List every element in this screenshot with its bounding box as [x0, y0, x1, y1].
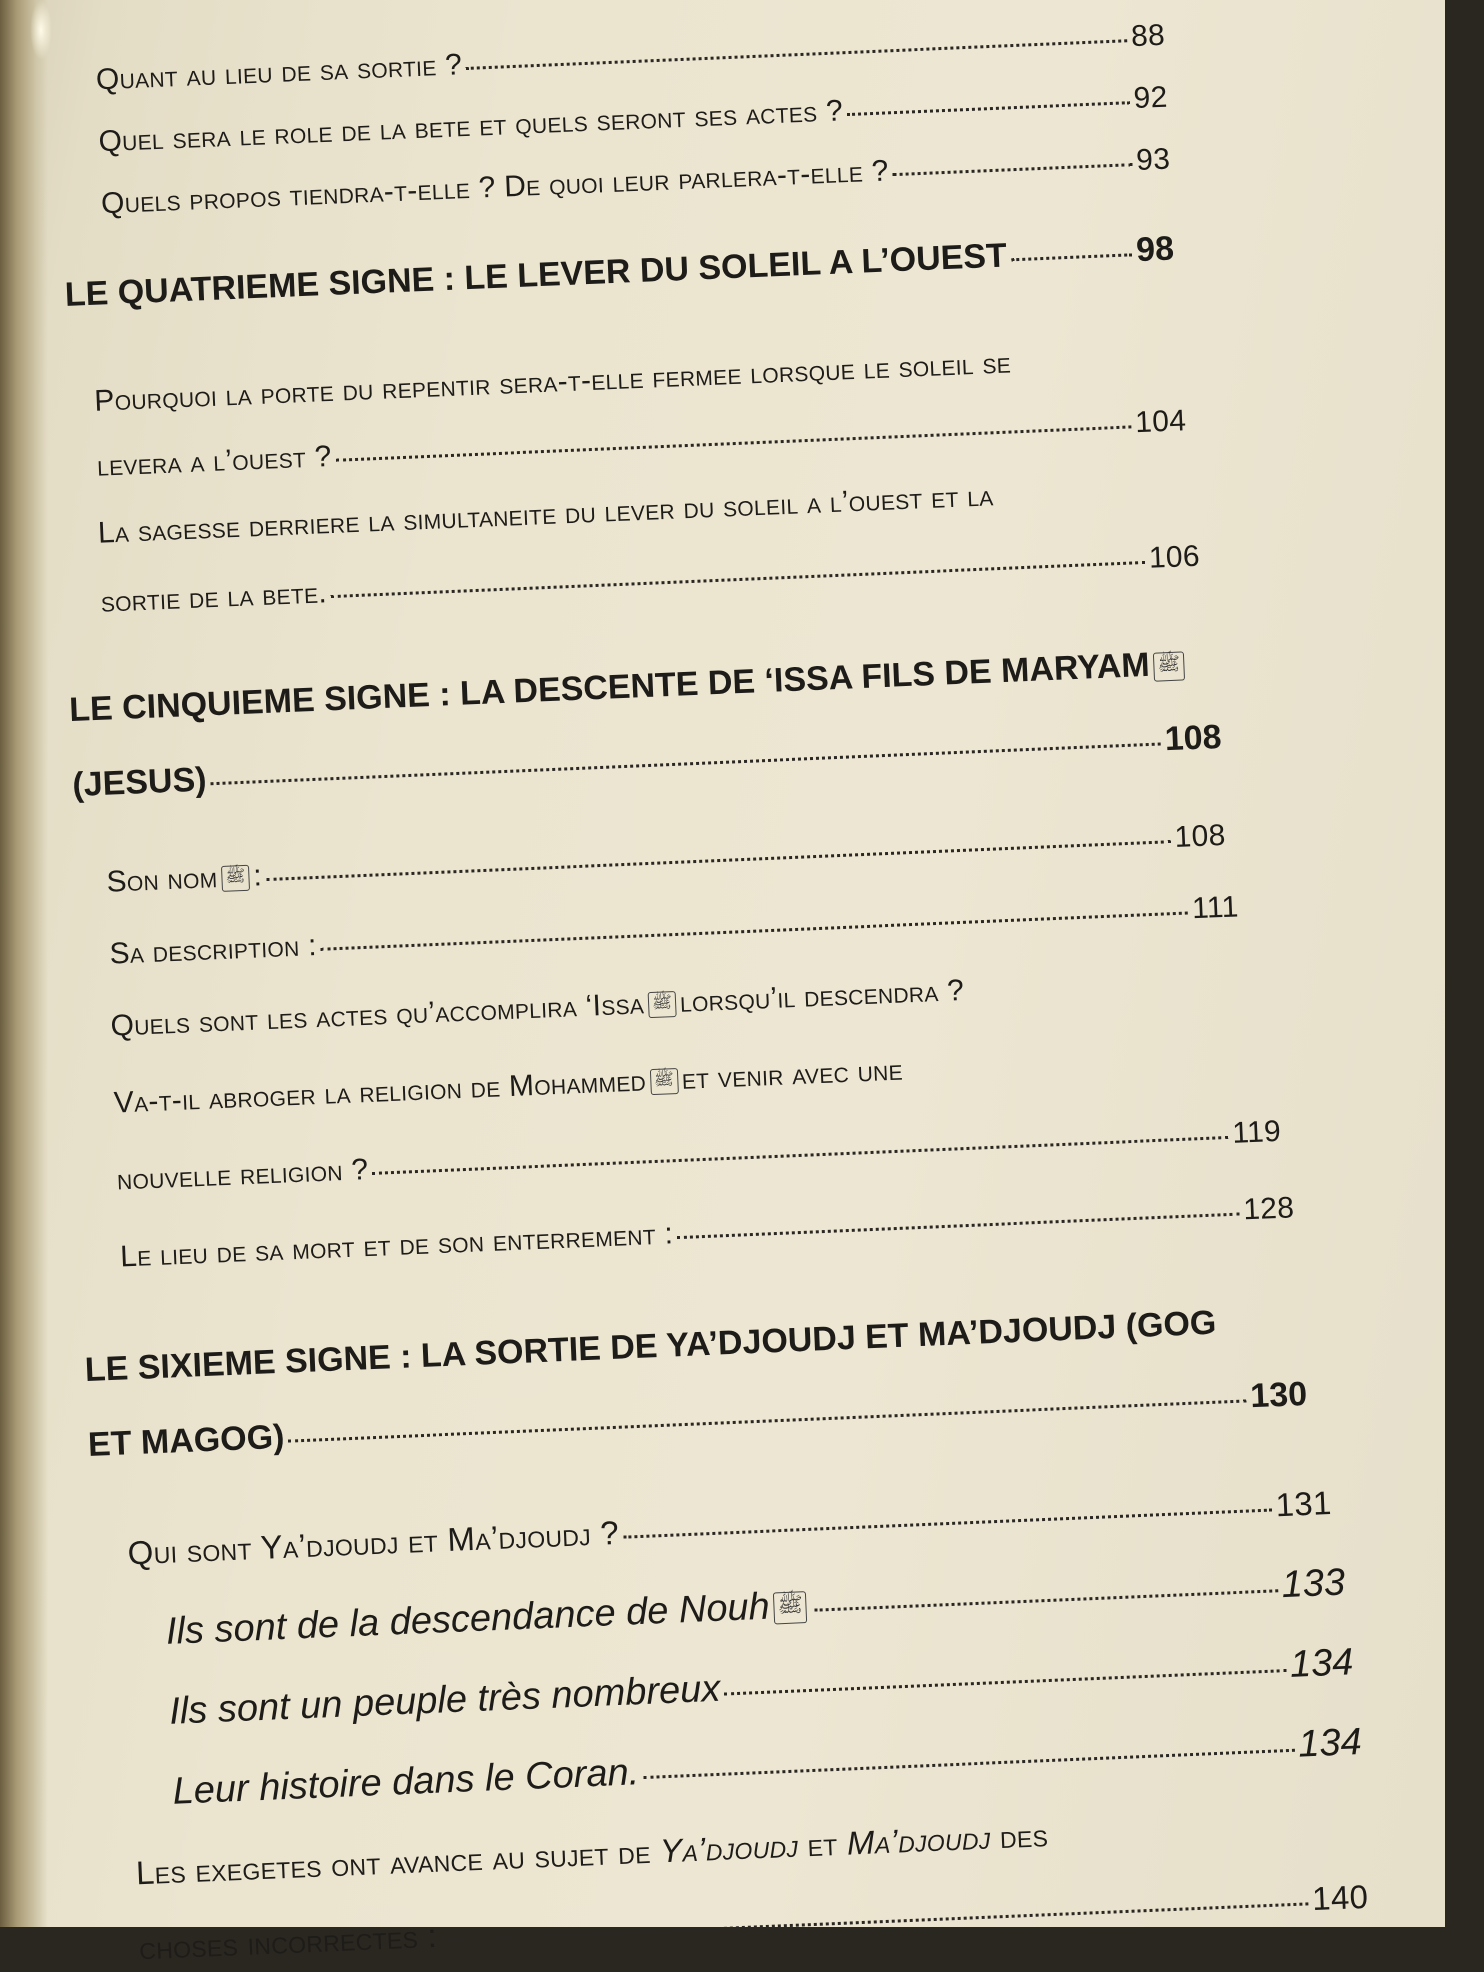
toc-entry-page: 108	[1173, 818, 1227, 854]
toc-entry-name: Ma’djoudj	[846, 1818, 992, 1862]
toc-entry-label: Quel sera le role de la bete et quels seront ses actes ?	[97, 94, 844, 159]
toc-entry-label: Sa description :	[108, 929, 318, 971]
toc-subentry-label: Leur histoire dans le Coran.	[171, 1751, 641, 1814]
toc-entry-text: et venir avec une	[681, 1053, 904, 1096]
toc-entry	[138, 1878, 1369, 1967]
toc-entry	[120, 1190, 1295, 1274]
dot-leader	[440, 1876, 1308, 1942]
toc-entry	[100, 142, 1171, 222]
toc-heading-label: LE CINQUIEME SIGNE : LA DESCENTE DE ‘ISSA FILS DE MARYAM	[68, 645, 1151, 730]
toc-entry-text: des	[999, 1816, 1049, 1856]
toc-entry-page: 88	[1130, 18, 1166, 54]
toc-heading	[64, 230, 1175, 316]
toc-heading-page: 98	[1135, 229, 1175, 270]
toc-heading-page: 130	[1249, 1375, 1308, 1416]
toc-heading-page: 108	[1163, 718, 1223, 759]
toc-entry	[127, 1484, 1333, 1572]
toc-entry-page: 119	[1231, 1114, 1282, 1150]
toc-entry-line1	[135, 1816, 1049, 1892]
toc-entry-name: Ya’djoudj	[659, 1826, 799, 1870]
honorific-icon: ﷺ	[221, 865, 250, 892]
toc-entry-page: 140	[1311, 1877, 1369, 1918]
dot-leader	[265, 816, 1171, 881]
toc-entry	[109, 889, 1239, 971]
toc-entry-label: sortie de la bete.	[100, 576, 328, 619]
toc-entry	[110, 974, 965, 1044]
toc-entry-label	[106, 859, 263, 899]
toc-entry-page: 106	[1148, 539, 1201, 575]
dot-leader	[892, 139, 1133, 176]
toc-entry	[106, 818, 1226, 900]
dot-leader	[676, 1188, 1239, 1239]
toc-entry	[96, 403, 1187, 484]
honorific-icon: ﷺ	[649, 1068, 678, 1095]
dot-leader	[287, 1372, 1246, 1442]
dot-leader	[320, 887, 1189, 950]
toc-entry-page: 128	[1242, 1191, 1295, 1227]
toc-subentry	[172, 1721, 1363, 1814]
toc-entry-page: 131	[1274, 1484, 1333, 1524]
toc-heading-line1: LE SIXIEME SIGNE : LA SORTIE DE YA’DJOUDJ ET MA’DJOUDJ (GOG	[84, 1303, 1218, 1390]
toc-entry	[100, 539, 1201, 620]
dot-leader	[371, 1112, 1228, 1175]
toc-entry-line1: Pourquoi la porte du repentir sera-t-elle fermee lorsque le soleil se	[93, 346, 1012, 418]
toc-subentry	[165, 1562, 1346, 1655]
honorific-icon: ﷺ	[773, 1591, 808, 1624]
toc-entry-label: Le lieu de sa mort et de son enterrement :	[119, 1217, 674, 1274]
dot-leader	[465, 15, 1127, 70]
toc-entry-text: Les exegetes ont avance au sujet de	[135, 1832, 652, 1892]
dot-leader	[622, 1482, 1272, 1539]
toc-entry-suffix: :	[252, 859, 263, 893]
toc-entry-page: 92	[1132, 80, 1169, 116]
dot-leader	[723, 1638, 1286, 1695]
toc-entry-label: levera a l’ouest ?	[96, 439, 333, 483]
toc-entry-text: lorsqu’il descendra ?	[679, 973, 965, 1019]
toc-subentry-label: Ils sont un peuple très nombreux	[168, 1668, 722, 1734]
dot-leader	[1010, 226, 1133, 261]
toc-entry-page: 104	[1134, 404, 1187, 440]
toc-entry-text: Quels sont les actes qu’accomplira ‘Issa	[109, 987, 645, 1043]
toc-entry-label: choses incorrectes :	[138, 1916, 438, 1967]
toc-subentry-page: 134	[1289, 1641, 1355, 1687]
dot-leader	[814, 1559, 1278, 1612]
toc-heading-label: (JESUS)	[71, 760, 208, 805]
toc-heading-label: ET MAGOG)	[87, 1417, 286, 1465]
toc-entry	[116, 1114, 1281, 1198]
toc-heading	[72, 718, 1223, 805]
dot-leader	[209, 715, 1161, 785]
dot-leader	[330, 537, 1145, 598]
toc-entry-label: Qui sont Ya’djoudj et Ma’djoudj ?	[126, 1513, 620, 1572]
toc-subentry-page: 134	[1297, 1721, 1363, 1766]
honorific-icon: ﷺ	[1153, 651, 1185, 681]
toc-entry-text: et	[806, 1824, 839, 1864]
honorific-icon: ﷺ	[648, 991, 677, 1018]
toc-entry-text: Va-t-il abroger la religion de Mohammed	[113, 1064, 647, 1120]
toc-entry-label: Quels propos tiendra-t-elle ? De quoi leur parlera-t-elle ?	[100, 154, 890, 221]
dot-leader	[846, 77, 1130, 116]
toc-entry-page: 111	[1191, 890, 1240, 926]
toc-entry-page: 93	[1135, 142, 1171, 177]
toc-entry-line1: La sagesse derriere la simultaneite du lever du soleil a l’ouest et la	[97, 479, 995, 550]
toc-subentry	[168, 1641, 1354, 1734]
toc-heading-line1	[69, 644, 1189, 730]
toc-subentry-label	[165, 1584, 812, 1654]
toc-entry-text: Son nom	[105, 861, 219, 899]
toc-subentry-page: 133	[1280, 1561, 1346, 1607]
toc-entry-label: Quant au lieu de sa sortie ?	[95, 48, 463, 97]
toc-subentry-text: Ils sont de la descendance de Nouh	[165, 1586, 771, 1654]
toc-entry-label: nouvelle religion ?	[116, 1153, 369, 1197]
dot-leader	[335, 401, 1132, 461]
dot-leader	[642, 1718, 1295, 1779]
toc-heading-label: LE QUATRIEME SIGNE : LE LEVER DU SOLEIL A L’OUEST	[64, 236, 1008, 315]
toc-heading	[87, 1375, 1308, 1465]
toc-entry-line1	[113, 1054, 903, 1121]
